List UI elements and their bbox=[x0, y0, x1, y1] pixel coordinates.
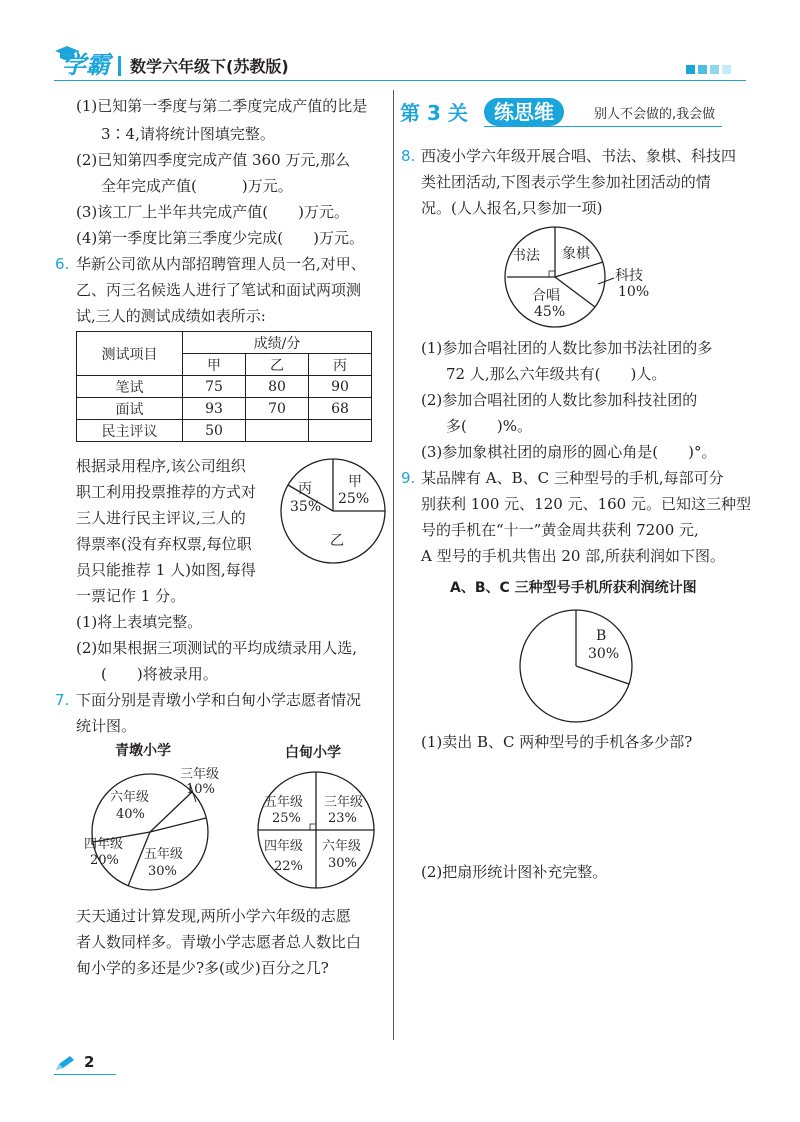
q6-intro-2: 乙、丙三名候选人进行了笔试和面试两项测 bbox=[76, 281, 362, 299]
pie1-percent-grade5: 30% bbox=[148, 864, 177, 879]
q6-sub-2: (2)如果根据三项测试的平均成绩录用人选, bbox=[76, 639, 358, 657]
table-header-yi: 乙 bbox=[246, 354, 309, 376]
q6-sub-1: (1)将上表填完整。 bbox=[76, 613, 203, 631]
q8-intro-3: 况。(人人报名,只参加一项) bbox=[421, 199, 603, 217]
table-cell: 93 bbox=[183, 398, 246, 420]
pie2-label-grade4: 四年级 bbox=[264, 839, 304, 854]
pie1-percent-grade6: 40% bbox=[116, 807, 145, 822]
q8-sub-2: 72 人,那么六年级共有( )人。 bbox=[446, 365, 667, 383]
club-label-chess: 象棋 bbox=[562, 246, 590, 262]
header-rule bbox=[54, 80, 746, 81]
q6-body-1: 根据录用程序,该公司组织 bbox=[76, 457, 246, 475]
pie2-label-grade3: 三年级 bbox=[324, 795, 364, 810]
pie-percent-jia: 25% bbox=[338, 491, 370, 507]
pie-label-bing: 丙 bbox=[298, 481, 312, 497]
club-percent-science: 10% bbox=[618, 284, 650, 300]
q5-line-5: (3)该工厂上半年共完成产值( )万元。 bbox=[76, 203, 349, 221]
table-header-scores: 成绩/分 bbox=[183, 332, 372, 354]
table-cell bbox=[309, 420, 372, 442]
column-divider bbox=[393, 90, 394, 1040]
table-cell: 80 bbox=[246, 376, 309, 398]
pie1-label-grade5: 五年级 bbox=[144, 847, 184, 862]
club-pie-chart bbox=[500, 224, 670, 334]
q9-sub-2: (2)把扇形统计图补充完整。 bbox=[421, 863, 608, 881]
table-header-item: 测试项目 bbox=[77, 332, 183, 376]
page-footer bbox=[54, 1050, 134, 1080]
club-label-choir: 合唱 bbox=[532, 288, 560, 304]
pie2-label-grade6: 六年级 bbox=[322, 839, 362, 854]
brand-logo: 学霸 bbox=[62, 51, 110, 79]
q8-sub-1: (1)参加合唱社团的人数比参加书法社团的多 bbox=[421, 339, 713, 357]
logo-divider bbox=[118, 56, 121, 76]
q8-intro-1: 西凌小学六年级开展合唱、书法、象棋、科技四 bbox=[421, 147, 737, 165]
section-banner bbox=[398, 96, 728, 132]
pie2-title: 白甸小学 bbox=[285, 745, 341, 761]
table-row bbox=[77, 376, 372, 398]
section-label: 第 3 关 bbox=[400, 101, 468, 125]
section-slogan: 别人不会做的,我会做 bbox=[594, 107, 716, 122]
pie1-percent-grade3: 10% bbox=[186, 782, 215, 797]
q7-intro-1: 下面分别是青墩小学和白甸小学志愿者情况 bbox=[76, 691, 362, 709]
q8-sub-4: 多( )%。 bbox=[446, 417, 532, 435]
club-percent-choir: 45% bbox=[534, 304, 566, 320]
profit-pie-chart bbox=[516, 606, 636, 726]
pie2-percent-grade4: 22% bbox=[274, 859, 303, 874]
q9-intro-1: 某品牌有 A、B、C 三种型号的手机,每部可分 bbox=[421, 469, 724, 487]
table-cell: 68 bbox=[309, 398, 372, 420]
q9-intro-3: 号的手机在“十一”黄金周共获利 7200 元, bbox=[421, 521, 699, 539]
table-cell: 笔试 bbox=[77, 376, 183, 398]
q5-line-2: 3∶4,请将统计图填完整。 bbox=[101, 125, 275, 143]
club-label-calligraphy: 书法 bbox=[512, 248, 540, 264]
q6-body-3: 三人进行民主评议,三人的 bbox=[76, 509, 246, 527]
q7-body-3: 甸小学的多还是少?多(或少)百分之几? bbox=[76, 959, 329, 977]
pie2-label-grade5: 五年级 bbox=[264, 795, 304, 810]
pie1-label-grade4: 四年级 bbox=[84, 837, 124, 852]
q5-line-6: (4)第一季度比第三季度少完成( )万元。 bbox=[76, 229, 364, 247]
page-number: 2 bbox=[84, 1053, 95, 1071]
q5-line-3: (2)已知第四季度完成产值 360 万元,那么 bbox=[76, 151, 351, 169]
pie-label-jia: 甲 bbox=[348, 474, 362, 490]
q5-line-4: 全年完成产值( )万元。 bbox=[101, 177, 293, 195]
pie2-percent-grade5: 25% bbox=[272, 811, 301, 826]
q7-body-1: 天天通过计算发现,两所小学六年级的志愿 bbox=[76, 907, 351, 925]
pencil-icon bbox=[54, 1054, 76, 1072]
pie1-label-grade3: 三年级 bbox=[180, 767, 220, 782]
q9-sub-1: (1)卖出 B、C 两种型号的手机各多少部? bbox=[421, 733, 693, 751]
table-cell: 70 bbox=[246, 398, 309, 420]
footer-rule bbox=[54, 1074, 116, 1075]
vote-pie-chart bbox=[278, 453, 388, 573]
table-cell bbox=[246, 420, 309, 442]
table-cell: 90 bbox=[309, 376, 372, 398]
q6-body-6: 一票记作 1 分。 bbox=[76, 587, 186, 605]
table-row bbox=[77, 398, 372, 420]
score-table bbox=[76, 331, 372, 442]
table-row bbox=[77, 420, 372, 442]
baidian-pie-chart bbox=[250, 764, 390, 894]
table-header-bing: 丙 bbox=[309, 354, 372, 376]
table-cell: 民主评议 bbox=[77, 420, 183, 442]
pie-percent-bing: 35% bbox=[290, 499, 322, 515]
q6-sub-3: ( )将被录用。 bbox=[101, 665, 218, 683]
table-cell: 75 bbox=[183, 376, 246, 398]
q9-intro-4: A 型号的手机共售出 20 部,所获利润如下图。 bbox=[421, 547, 725, 565]
club-label-science: 科技 bbox=[615, 268, 643, 284]
profit-label-b: B bbox=[596, 628, 607, 644]
pie2-percent-grade3: 23% bbox=[328, 811, 357, 826]
pie1-percent-grade4: 20% bbox=[90, 853, 119, 868]
pie-label-yi: 乙 bbox=[330, 533, 344, 549]
table-header-jia: 甲 bbox=[183, 354, 246, 376]
table-cell: 50 bbox=[183, 420, 246, 442]
q6-number: 6. bbox=[55, 255, 70, 273]
q8-sub-5: (3)参加象棋社团的扇形的圆心角是( )°。 bbox=[421, 443, 717, 461]
q9-chart-title: A、B、C 三种型号手机所获利润统计图 bbox=[450, 580, 697, 596]
header-squares bbox=[686, 65, 746, 75]
table-cell: 面试 bbox=[77, 398, 183, 420]
q6-body-2: 职工利用投票推荐的方式对 bbox=[76, 483, 257, 501]
qingdun-pie-chart bbox=[70, 756, 240, 896]
q8-number: 8. bbox=[401, 147, 416, 165]
q6-intro-3: 试,三人的测试成绩如表所示: bbox=[76, 307, 266, 325]
q7-intro-2: 统计图。 bbox=[76, 717, 137, 735]
q8-intro-2: 类社团活动,下图表示学生参加社团活动的情 bbox=[421, 173, 711, 191]
q6-intro-1: 华新公司欲从内部招聘管理人员一名,对甲、 bbox=[76, 255, 366, 273]
q7-body-2: 者人数同样多。青墩小学志愿者总人数比白 bbox=[76, 933, 362, 951]
page-header bbox=[0, 0, 800, 85]
section-underline bbox=[484, 126, 722, 127]
q5-line-1: (1)已知第一季度与第二季度完成产值的比是 bbox=[76, 97, 368, 115]
q8-sub-3: (2)参加合唱社团的人数比参加科技社团的 bbox=[421, 391, 698, 409]
section-title: 练思维 bbox=[484, 98, 564, 126]
profit-percent-b: 30% bbox=[588, 646, 620, 662]
q9-intro-2: 别获利 100 元、120 元、160 元。已知这三种型 bbox=[421, 495, 751, 513]
pie2-percent-grade6: 30% bbox=[328, 856, 357, 871]
q7-number: 7. bbox=[55, 691, 70, 709]
q6-body-5: 员只能推荐 1 人)如图,每得 bbox=[76, 561, 256, 579]
pie1-label-grade6: 六年级 bbox=[110, 790, 150, 805]
q6-body-4: 得票率(没有弃权票,每位职 bbox=[76, 535, 252, 553]
book-title: 数学六年级下(苏教版) bbox=[130, 57, 289, 76]
q9-number: 9. bbox=[401, 469, 416, 487]
pie1-title: 青墩小学 bbox=[115, 743, 171, 759]
